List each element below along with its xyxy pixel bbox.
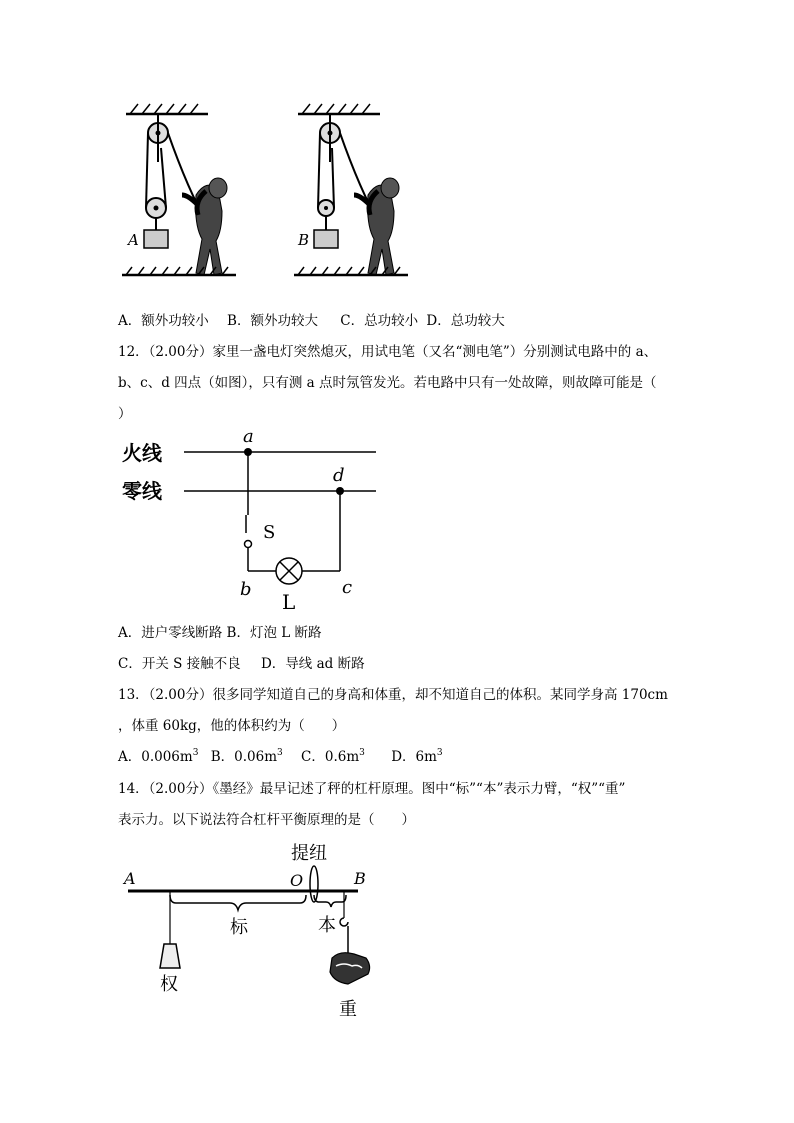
q12-stem-line3: ） [118,406,132,422]
pivot-label: 提纽 [291,843,327,864]
q13-stem-line1: 13．（2.00分）很多同学知道自己的身高和体重，却不知道自己的体积。某同学身高 170cm [118,687,668,703]
q13-option-a: A．$0.006m^3$ [118,748,199,765]
q11-option-c: C．总功较小 [340,313,419,329]
pulley-setup-b [294,104,408,275]
weight-label: 权 [160,974,178,995]
lamp-icon [276,558,302,584]
q13-option-c: C．$0.6m^3$ [301,748,365,765]
point-c: c [342,577,353,598]
q13-stem-line2: ，体重 60kg，他的体积约为（ ） [118,718,346,734]
q12-option-c: C．开关 S 接触不良 [118,656,241,672]
q12-options-row2 [118,655,365,673]
end-b-label: B [354,869,366,888]
person-b [354,178,399,275]
q11-option-b: B．额外功较大 [227,313,318,329]
q12-option-d: D．导线 ad 断路 [260,656,365,672]
q14-stem-line2: 表示力。以下说法符合杠杆平衡原理的是（ ） [118,812,415,828]
end-a-label: A [124,869,136,888]
circuit-figure [118,425,388,615]
steelyard-figure [118,838,388,1023]
arm-short-label: 本 [318,915,336,936]
q11-option-d: D．总功较大 [426,313,505,329]
counterweight-icon [160,944,180,968]
person-a [182,178,227,275]
q12-options-row1 [118,624,322,642]
q13-options [118,748,443,766]
load-icon [330,953,370,984]
neutral-wire-label: 零线 [122,479,162,503]
q11-options [118,312,505,330]
pulley-figure [118,100,428,285]
q14-stem-line1: 14．（2.00分）《墨经》最早记述了秤的杠杆原理。图中“标”“本”表示力臂，“权”“重” [118,781,626,797]
q12-stem-line1: 12．（2.00分）家里一盏电灯突然熄灭，用试电笔（又名“测电笔”）分别测试电路中的 a、 [118,344,658,360]
point-b: b [240,579,252,600]
lamp-label: L [282,590,296,614]
q12-option-b: B．灯泡 L 断路 [226,625,322,641]
q13-option-b: B．$0.06m^3$ [210,748,283,765]
q11-option-a: A．额外功较小 [118,313,209,329]
load-label: 重 [339,999,357,1020]
q13-option-d: D．$6m^3$ [391,748,443,765]
q12-option-a: A．进户零线断路 [118,625,223,641]
q12-stem-line2: b、c、d 四点（如图），只有测 a 点时氖管发光。若电路中只有一处故障，则故障可能是（ [118,375,657,391]
pulley-setup-a [122,104,236,275]
label-a: A [128,231,139,249]
point-a: a [243,426,254,447]
label-b: B [298,231,310,249]
switch-label: S [263,522,276,543]
live-wire-label: 火线 [122,441,162,465]
arm-long-label: 标 [230,917,248,938]
pivot-o-label: O [290,871,304,890]
point-d: d [333,465,345,486]
